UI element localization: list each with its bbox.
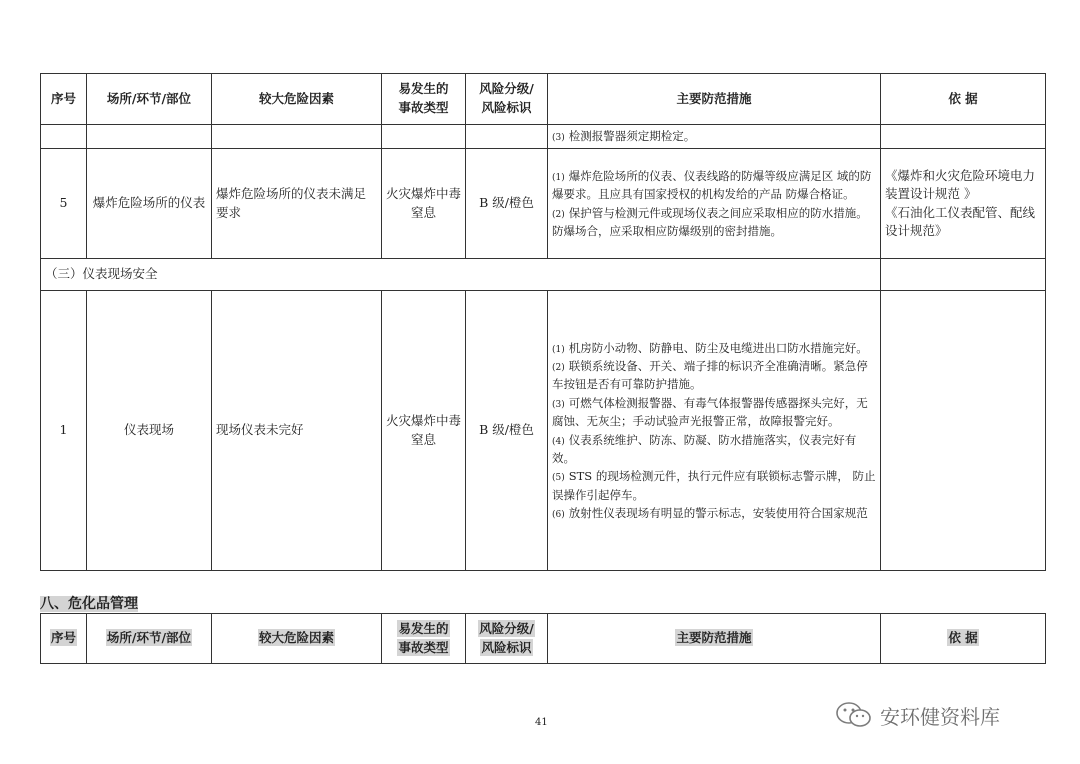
accident-cell: 火灾爆炸中毒窒息 bbox=[382, 149, 466, 259]
measure-cell: (1) 爆炸危险场所的仪表、仪表线路的防爆等级应满足区 域的防爆要求。且应具有国家授权的机构发给的产品 防爆合格证。 (2) 保护管与检测元件或现场仪表之间应采取相应的防水措施。防爆场合，应采取相应防爆级别的密封措施。 bbox=[548, 149, 881, 259]
header-place: 场所/环节/部位 bbox=[87, 74, 212, 125]
section-heading: 八、危化品管理 bbox=[40, 596, 138, 612]
hazard-cell: 爆炸危险场所的仪表未满足要求 bbox=[212, 149, 382, 259]
hazard-table-instruments bbox=[40, 73, 1046, 571]
header-hazard: 较大危险因素 bbox=[212, 74, 382, 125]
accident-cell: 火灾爆炸中毒窒息 bbox=[382, 291, 466, 571]
seq-cell: 5 bbox=[41, 149, 87, 259]
header-accident: 易发生的 事故类型 bbox=[382, 74, 466, 125]
table-row bbox=[41, 125, 1046, 149]
table-header-row bbox=[41, 74, 1046, 125]
measure-cell: (1) 机房防小动物、防静电、防尘及电缆进出口防水措施完好。 (2) 联锁系统设备、开关、端子排的标识齐全准确清晰。紧急停车按钮是否有可靠防护措施。 (3) 可燃气体检测报警器、有毒气体报警器传感器探头完好，无腐蚀、无灰尘；手动试验声光报警正常，故障报警完好。 (4) 仪表系统维护、防冻、防凝、防水措施落实，仪表完好有效。 (5) STS 的现场检测元件，执行元件应有联锁标志警示牌， 防止误操作引起停车。 (6) 放射性仪表现场有明显的警示标志，安装使用符合国家规范 bbox=[548, 291, 881, 571]
header-hazard: 较大危险因素 bbox=[212, 614, 382, 664]
wechat-icon bbox=[834, 700, 874, 730]
risk-cell: B 级/橙色 bbox=[466, 291, 548, 571]
header-risk: 风险分级/ 风险标识 bbox=[466, 74, 548, 125]
table-row bbox=[41, 149, 1046, 259]
header-basis: 依 据 bbox=[881, 614, 1046, 664]
basis-cell: 《爆炸和火灾危险环境电力装置设计规范 》 《石油化工仪表配管、配线设计规范》 bbox=[881, 149, 1046, 259]
table-row bbox=[41, 291, 1046, 571]
hazard-table-chemicals-header bbox=[40, 613, 1046, 664]
table-header-row bbox=[41, 614, 1046, 664]
header-measures: 主要防范措施 bbox=[548, 614, 881, 664]
watermark bbox=[834, 700, 1000, 730]
header-seq: 序号 bbox=[41, 74, 87, 125]
header-accident: 易发生的 事故类型 bbox=[382, 614, 466, 664]
header-seq: 序号 bbox=[41, 614, 87, 664]
hazard-cell: 现场仪表未完好 bbox=[212, 291, 382, 571]
seq-cell: 1 bbox=[41, 291, 87, 571]
place-cell: 爆炸危险场所的仪表 bbox=[87, 149, 212, 259]
header-risk: 风险分级/ 风险标识 bbox=[466, 614, 548, 664]
measure-cell: (3) 检测报警器须定期检定。 bbox=[548, 125, 881, 149]
page-number: 41 bbox=[535, 717, 548, 728]
place-cell: 仪表现场 bbox=[87, 291, 212, 571]
risk-cell: B 级/橙色 bbox=[466, 149, 548, 259]
header-place: 场所/环节/部位 bbox=[87, 614, 212, 664]
header-basis: 依 据 bbox=[881, 74, 1046, 125]
header-measures: 主要防范措施 bbox=[548, 74, 881, 125]
section-row bbox=[41, 259, 1046, 291]
section-title: （三）仪表现场安全 bbox=[41, 259, 881, 291]
watermark-text: 安环健资料库 bbox=[880, 704, 1000, 729]
